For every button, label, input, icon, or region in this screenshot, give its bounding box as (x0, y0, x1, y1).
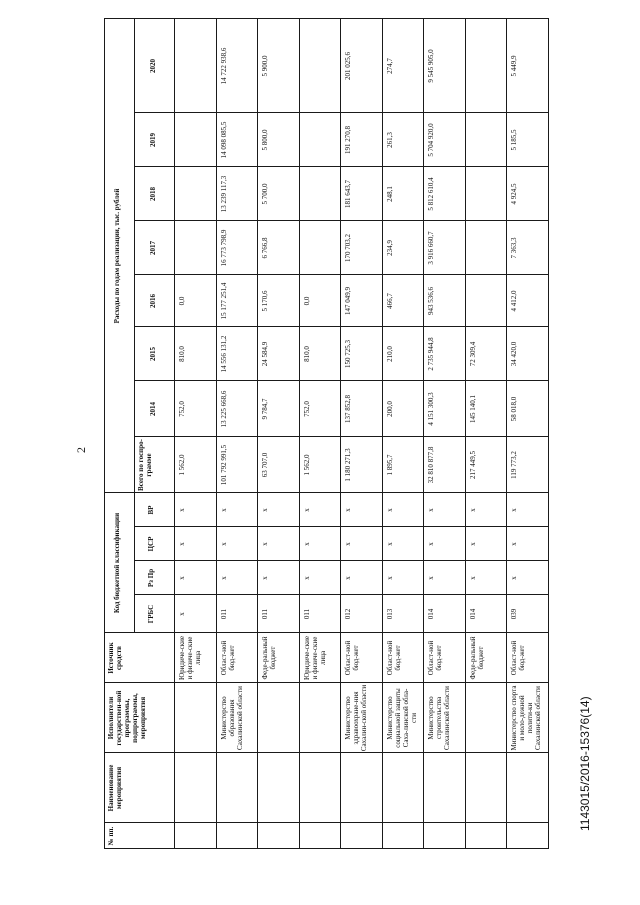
cell-y0: 752,0 (178, 401, 186, 417)
table-cell (299, 166, 342, 221)
cell-csr: x (344, 542, 352, 546)
header-name: Наименование мероприятия (107, 764, 123, 812)
header-year-2015: 2015 (149, 347, 157, 361)
cell-y6: 5 900,0 (261, 55, 269, 77)
cell-y5: 261,3 (385, 132, 394, 148)
table-cell (465, 274, 508, 327)
cell-y6: 14 722 938,6 (219, 47, 228, 85)
header-rzpr: Рз Пр (147, 568, 155, 588)
cell-source: Юридиче-ские и физиче-ские лица (302, 635, 327, 681)
cell-executor: Министерство спорта и моло-дежной полити-ки Сахалинской области (510, 685, 542, 751)
cell-y4: 5 812 610,4 (427, 177, 435, 211)
header-grbs: ГРБС (147, 604, 155, 624)
header-num: № пп. (107, 826, 115, 846)
header-year-2017: 2017 (149, 241, 157, 255)
cell-rzpr: x (219, 576, 228, 580)
table-cell (340, 822, 383, 849)
cell-y6: 5 449,9 (510, 55, 518, 77)
cell-y3: 170 703,2 (344, 234, 352, 262)
cell-vr: x (510, 508, 518, 512)
table-cell (465, 112, 508, 167)
table-cell (174, 112, 217, 167)
header-vr: ВР (147, 505, 155, 515)
cell-source: Област-ной бюд-жет (385, 640, 402, 676)
cell-vr: x (219, 508, 228, 512)
header-executor: Исполнители государствен-ной программы, подпрограммы, мероприятия (107, 690, 147, 746)
cell-y4: 4 924,5 (510, 183, 518, 205)
cell-y6: 201 025,6 (344, 52, 352, 80)
cell-y2: 5 170,6 (261, 290, 269, 312)
table-cell (382, 752, 425, 823)
cell-grbs: 011 (261, 608, 269, 620)
table-cell (299, 112, 342, 167)
cell-rzpr: x (261, 576, 269, 580)
table-cell (174, 18, 217, 113)
cell-y5: 5 185,5 (510, 129, 518, 151)
cell-csr: x (261, 542, 269, 546)
table-cell (257, 752, 300, 823)
header-budget-code: Код бюджетной классификации (113, 512, 121, 614)
cell-csr: x (468, 542, 477, 546)
table-cell (299, 220, 342, 275)
table-cell (174, 682, 217, 753)
cell-y6: 9 545 905,0 (427, 49, 435, 83)
header-year-2018: 2018 (149, 187, 157, 201)
cell-vr: x (178, 508, 186, 512)
table-cell (299, 18, 342, 113)
cell-y2: 15 177 251,4 (219, 282, 228, 320)
cell-csr: x (219, 542, 228, 546)
cell-y5: 5 704 920,0 (427, 123, 435, 157)
cell-y2: 466,7 (385, 293, 394, 309)
table-cell (465, 18, 508, 113)
table-cell (465, 822, 508, 849)
cell-y0: 137 852,8 (344, 395, 352, 423)
cell-y1: 72 309,4 (468, 341, 477, 367)
header-source: Источник средств (107, 642, 123, 674)
cell-rzpr: x (510, 576, 518, 580)
cell-y0: 752,0 (302, 401, 311, 417)
cell-total: 101 792 991,5 (219, 444, 228, 486)
document-id: 1143015/2016-15376(14) (578, 696, 592, 831)
cell-vr: x (468, 508, 477, 512)
cell-y5: 14 098 085,5 (219, 121, 228, 159)
cell-vr: x (302, 508, 311, 512)
cell-total: 1 180 271,3 (344, 448, 352, 482)
cell-vr: x (261, 508, 269, 512)
cell-y2: 0,0 (178, 296, 186, 306)
budget-table (104, 19, 548, 849)
cell-csr: x (510, 542, 518, 546)
cell-y2: 943 536,6 (427, 287, 435, 315)
cell-csr: x (302, 542, 311, 546)
cell-y3: 6 766,8 (261, 237, 269, 259)
cell-y1: 150 725,3 (344, 340, 352, 368)
cell-rzpr: x (427, 576, 435, 580)
cell-grbs: 039 (510, 608, 518, 620)
table-cell (465, 752, 508, 823)
cell-y5: 191 270,8 (344, 126, 352, 154)
cell-total: 1 895,7 (385, 454, 394, 476)
cell-y2: 4 412,0 (510, 290, 518, 312)
cell-total: 119 773,2 (510, 451, 518, 479)
cell-source: Област-ной бюд-жет (510, 640, 526, 676)
cell-rzpr: x (344, 576, 352, 580)
cell-y4: 181 643,7 (344, 180, 352, 208)
table-cell (257, 822, 300, 849)
header-csr: ЦСР (147, 536, 155, 552)
cell-grbs: 014 (468, 608, 477, 620)
table-cell (174, 220, 217, 275)
table-cell (299, 682, 342, 753)
header-year-2016: 2016 (149, 294, 157, 308)
cell-y1: 810,0 (178, 346, 186, 362)
cell-y1: 14 556 131,2 (219, 335, 228, 373)
cell-csr: x (178, 542, 186, 546)
header-year-2014: 2014 (149, 402, 157, 416)
cell-y0: 58 018,0 (510, 396, 518, 422)
header-year-2019: 2019 (149, 133, 157, 147)
cell-y3: 16 773 798,9 (219, 229, 228, 267)
table-cell (423, 822, 466, 849)
header-year-2020: 2020 (149, 59, 157, 73)
table-cell (340, 752, 383, 823)
cell-vr: x (344, 508, 352, 512)
table-cell (465, 166, 508, 221)
cell-y3: 7 363,3 (510, 237, 518, 259)
cell-y3: 234,9 (385, 240, 394, 256)
cell-total: 63 707,0 (261, 452, 269, 478)
header-total: Всего по госпро-грамме (137, 439, 153, 491)
table-cell (506, 822, 549, 849)
cell-csr: x (385, 542, 394, 546)
cell-csr: x (427, 542, 435, 546)
cell-rzpr: x (468, 576, 477, 580)
table-cell (465, 220, 508, 275)
table-cell (174, 166, 217, 221)
cell-source: Област-ной бюд-жет (219, 640, 236, 676)
cell-grbs: 012 (344, 608, 352, 620)
cell-total: 217 449,5 (468, 451, 477, 479)
cell-y1: 810,0 (302, 346, 311, 362)
table-cell (506, 752, 549, 823)
cell-y4: 5 700,0 (261, 183, 269, 205)
cell-y6: 274,7 (385, 58, 394, 74)
cell-executor: Министерство образования Сахалинской области (219, 686, 244, 750)
table-cell (174, 822, 217, 849)
cell-total: 32 810 877,8 (427, 446, 435, 484)
cell-grbs: 011 (302, 608, 311, 620)
cell-executor: Министерство здравоохране-ния Сахалин-ской области (344, 684, 368, 752)
cell-y0: 9 784,7 (261, 398, 269, 420)
cell-y4: 248,1 (385, 186, 394, 202)
cell-executor: Министерство строительства Сахалинской области (427, 686, 451, 750)
table-cell (382, 822, 425, 849)
cell-rzpr: x (178, 576, 186, 580)
cell-y0: 4 151 300,3 (427, 392, 435, 426)
table-cell (299, 752, 342, 823)
cell-source: Феде-ральный бюджет (468, 636, 485, 680)
cell-grbs: 014 (427, 608, 435, 620)
page-number: 2 (74, 447, 88, 453)
table-cell (257, 682, 300, 753)
cell-y0: 145 140,1 (468, 395, 477, 423)
cell-y1: 24 584,9 (261, 341, 269, 367)
table-cell (216, 752, 259, 823)
cell-source: Област-ной бюд-жет (344, 640, 360, 676)
cell-y1: 210,0 (385, 346, 394, 362)
table-cell (216, 822, 259, 849)
cell-grbs: 011 (219, 608, 228, 620)
cell-rzpr: x (302, 576, 311, 580)
cell-y0: 200,0 (385, 401, 394, 417)
table-cell (423, 752, 466, 823)
cell-source: Юридиче-ские и физиче-ские лица (178, 635, 202, 681)
cell-y2: 0,0 (302, 296, 311, 306)
cell-y3: 3 916 660,7 (427, 231, 435, 265)
cell-y0: 13 225 668,6 (219, 390, 228, 428)
header-expenses: Расходы по годам реализации, тыс. рублей (113, 188, 121, 324)
cell-vr: x (427, 508, 435, 512)
cell-y2: 147 049,9 (344, 287, 352, 315)
cell-y1: 34 420,0 (510, 341, 518, 367)
cell-source: Област-ной бюд-жет (427, 640, 443, 676)
cell-grbs: x (178, 612, 186, 616)
cell-executor: Министерство социальной защиты Саха-линской обла-сти (385, 688, 418, 748)
table-cell (465, 682, 508, 753)
cell-grbs: 013 (385, 608, 394, 620)
cell-source: Феде-ральный бюджет (261, 636, 277, 680)
cell-y4: 13 239 117,3 (219, 175, 228, 213)
cell-rzpr: x (385, 576, 394, 580)
table-cell (299, 822, 342, 849)
cell-total: 1 562,0 (302, 454, 311, 476)
cell-vr: x (385, 508, 394, 512)
table-cell (174, 752, 217, 823)
cell-y1: 2 735 944,8 (427, 337, 435, 371)
cell-total: 1 562,0 (178, 454, 186, 476)
cell-y5: 5 800,0 (261, 129, 269, 151)
